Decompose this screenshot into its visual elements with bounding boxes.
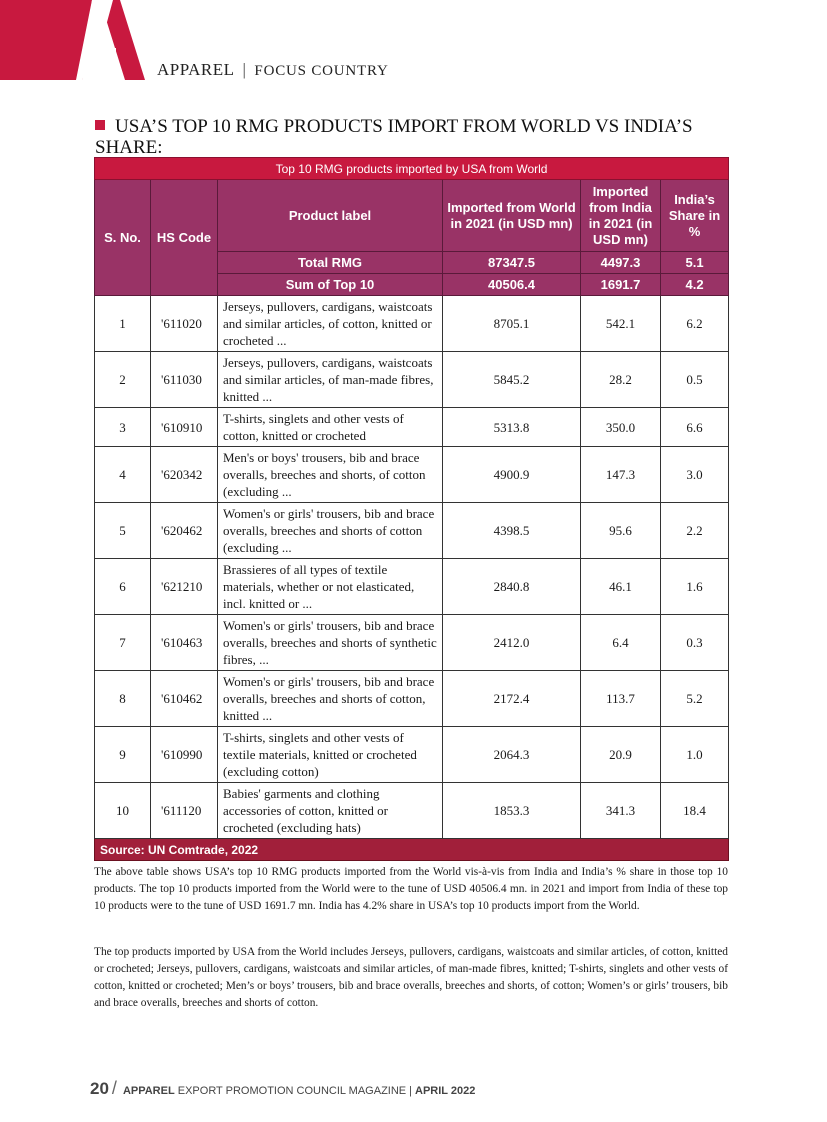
- cell-hs: '621210: [151, 559, 218, 615]
- cell-product: Jerseys, pullovers, cardigans, waistcoats and similar articles, of man-made fibres, knitted ...: [218, 352, 443, 408]
- cell-india: 20.9: [581, 727, 661, 783]
- col-header-hs: HS Code: [151, 180, 218, 296]
- cell-sno: 4: [95, 447, 151, 503]
- cell-sno: 1: [95, 296, 151, 352]
- cell-product: Men's or boys' trousers, bib and brace overalls, breeches and shorts, of cotton (excluding ...: [218, 447, 443, 503]
- cell-share: 2.2: [661, 503, 729, 559]
- cell-india: 542.1: [581, 296, 661, 352]
- total-rmg-label: Total RMG: [218, 252, 443, 274]
- cell-sno: 10: [95, 783, 151, 839]
- sum-top10-world: 40506.4: [443, 274, 581, 296]
- header-separator: |: [242, 60, 247, 79]
- table-row: [95, 447, 729, 503]
- table-row: [95, 296, 729, 352]
- cell-india: 28.2: [581, 352, 661, 408]
- footer-divider: |: [409, 1085, 412, 1097]
- cell-hs: '611030: [151, 352, 218, 408]
- cell-world: 4900.9: [443, 447, 581, 503]
- heading-text: USA’S TOP 10 RMG PRODUCTS IMPORT FROM WORLD VS INDIA’S SHARE:: [95, 116, 693, 158]
- table-source: Source: UN Comtrade, 2022: [95, 839, 729, 861]
- cell-sno: 8: [95, 671, 151, 727]
- table-row: [95, 727, 729, 783]
- cell-sno: 9: [95, 727, 151, 783]
- col-header-sno: S. No.: [95, 180, 151, 296]
- table-row: [95, 408, 729, 447]
- cell-world: 2840.8: [443, 559, 581, 615]
- col-header-world: Imported from World in 2021 (in USD mn): [443, 180, 581, 252]
- cell-share: 3.0: [661, 447, 729, 503]
- cell-share: 5.2: [661, 671, 729, 727]
- cell-india: 341.3: [581, 783, 661, 839]
- col-header-share: India’s Share in %: [661, 180, 729, 252]
- cell-india: 46.1: [581, 559, 661, 615]
- cell-hs: '610910: [151, 408, 218, 447]
- cell-hs: '611120: [151, 783, 218, 839]
- cell-product: Jerseys, pullovers, cardigans, waistcoats and similar articles, of cotton, knitted or crocheted ...: [218, 296, 443, 352]
- cell-world: 5845.2: [443, 352, 581, 408]
- cell-share: 6.6: [661, 408, 729, 447]
- cell-product: Babies' garments and clothing accessories of cotton, knitted or crocheted (excluding hats): [218, 783, 443, 839]
- table-row: [95, 352, 729, 408]
- cell-product: Brassieres of all types of textile materials, whether or not elasticated, incl. knitted or ...: [218, 559, 443, 615]
- body-paragraph: The top products imported by USA from the World includes Jerseys, pullovers, cardigans, waistcoats and similar articles, of cotton, knitted or crocheted; Jerseys, pullovers, cardigans, waistcoats and similar articles, of man-made fibres, knitted; T-shirts, singlets and other vests of cotton, knitted or crocheted; Men’s or boys’ trousers, bib and brace overalls, breeches and shorts, of cotton; Women’s or girls’ trousers, bib and brace overalls, breeches and shorts of cotton.: [94, 946, 728, 1009]
- cell-hs: '610990: [151, 727, 218, 783]
- cell-india: 6.4: [581, 615, 661, 671]
- cell-world: 8705.1: [443, 296, 581, 352]
- page-footer: [90, 1078, 475, 1099]
- cell-india: 95.6: [581, 503, 661, 559]
- cell-share: 0.3: [661, 615, 729, 671]
- cell-sno: 3: [95, 408, 151, 447]
- cell-share: 18.4: [661, 783, 729, 839]
- body-paragraph: The above table shows USA’s top 10 RMG products imported from the World vis-à-vis from India and India’s % share in those top 10 products. The top 10 products imported from the World were to the tune of USD 40506.4 mn. in 2021 and import from India of these top 10 products were to the tune of USD 1691.7 mn. India has 4.2% share in USA’s top 10 products import from the World.: [94, 866, 728, 912]
- cell-india: 113.7: [581, 671, 661, 727]
- cell-world: 4398.5: [443, 503, 581, 559]
- cell-product: Women's or girls' trousers, bib and brace overalls, breeches and shorts of cotton, knitted ...: [218, 671, 443, 727]
- footer-publication: EXPORT PROMOTION COUNCIL MAGAZINE: [177, 1085, 407, 1097]
- cell-product: Women's or girls' trousers, bib and brace overalls, breeches and shorts of cotton (excluding ...: [218, 503, 443, 559]
- cell-world: 2064.3: [443, 727, 581, 783]
- cell-world: 1853.3: [443, 783, 581, 839]
- sum-top10-label: Sum of Top 10: [218, 274, 443, 296]
- cell-hs: '620342: [151, 447, 218, 503]
- cell-hs: '610462: [151, 671, 218, 727]
- total-rmg-world: 87347.5: [443, 252, 581, 274]
- cell-share: 6.2: [661, 296, 729, 352]
- cell-india: 350.0: [581, 408, 661, 447]
- total-rmg-share: 5.1: [661, 252, 729, 274]
- col-header-india: Imported from India in 2021 (in USD mn): [581, 180, 661, 252]
- total-rmg-india: 4497.3: [581, 252, 661, 274]
- cell-hs: '620462: [151, 503, 218, 559]
- cell-sno: 2: [95, 352, 151, 408]
- cell-product: T-shirts, singlets and other vests of cotton, knitted or crocheted: [218, 408, 443, 447]
- cell-world: 2412.0: [443, 615, 581, 671]
- cell-sno: 6: [95, 559, 151, 615]
- footer-issue: APRIL 2022: [415, 1085, 476, 1097]
- header-section: FOCUS COUNTRY: [254, 63, 389, 79]
- table-row: [95, 559, 729, 615]
- cell-hs: '610463: [151, 615, 218, 671]
- footer-brand: APPAREL: [122, 1085, 175, 1097]
- footer-slash: /: [111, 1078, 117, 1098]
- apparel-logo: [0, 0, 145, 80]
- cell-product: Women's or girls' trousers, bib and brace overalls, breeches and shorts of synthetic fibres, ...: [218, 615, 443, 671]
- table-row: [95, 615, 729, 671]
- cell-world: 5313.8: [443, 408, 581, 447]
- header-brand: APPAREL: [157, 60, 235, 79]
- cell-sno: 5: [95, 503, 151, 559]
- table-row: [95, 503, 729, 559]
- table-row: [95, 783, 729, 839]
- sum-top10-india: 1691.7: [581, 274, 661, 296]
- col-header-product: Product label: [218, 180, 443, 252]
- header-title: [157, 60, 389, 80]
- cell-share: 1.0: [661, 727, 729, 783]
- cell-sno: 7: [95, 615, 151, 671]
- page-number: 20: [90, 1079, 109, 1098]
- sum-top10-share: 4.2: [661, 274, 729, 296]
- cell-product: T-shirts, singlets and other vests of textile materials, knitted or crocheted (excluding cotton): [218, 727, 443, 783]
- cell-share: 0.5: [661, 352, 729, 408]
- cell-india: 147.3: [581, 447, 661, 503]
- table-caption: Top 10 RMG products imported by USA from World: [95, 158, 729, 180]
- cell-hs: '611020: [151, 296, 218, 352]
- cell-share: 1.6: [661, 559, 729, 615]
- table-row: [95, 671, 729, 727]
- cell-world: 2172.4: [443, 671, 581, 727]
- logo-a-icon: [0, 0, 145, 80]
- rmg-import-table: [94, 157, 728, 861]
- section-heading: [95, 116, 735, 158]
- heading-bullet-icon: [95, 120, 105, 130]
